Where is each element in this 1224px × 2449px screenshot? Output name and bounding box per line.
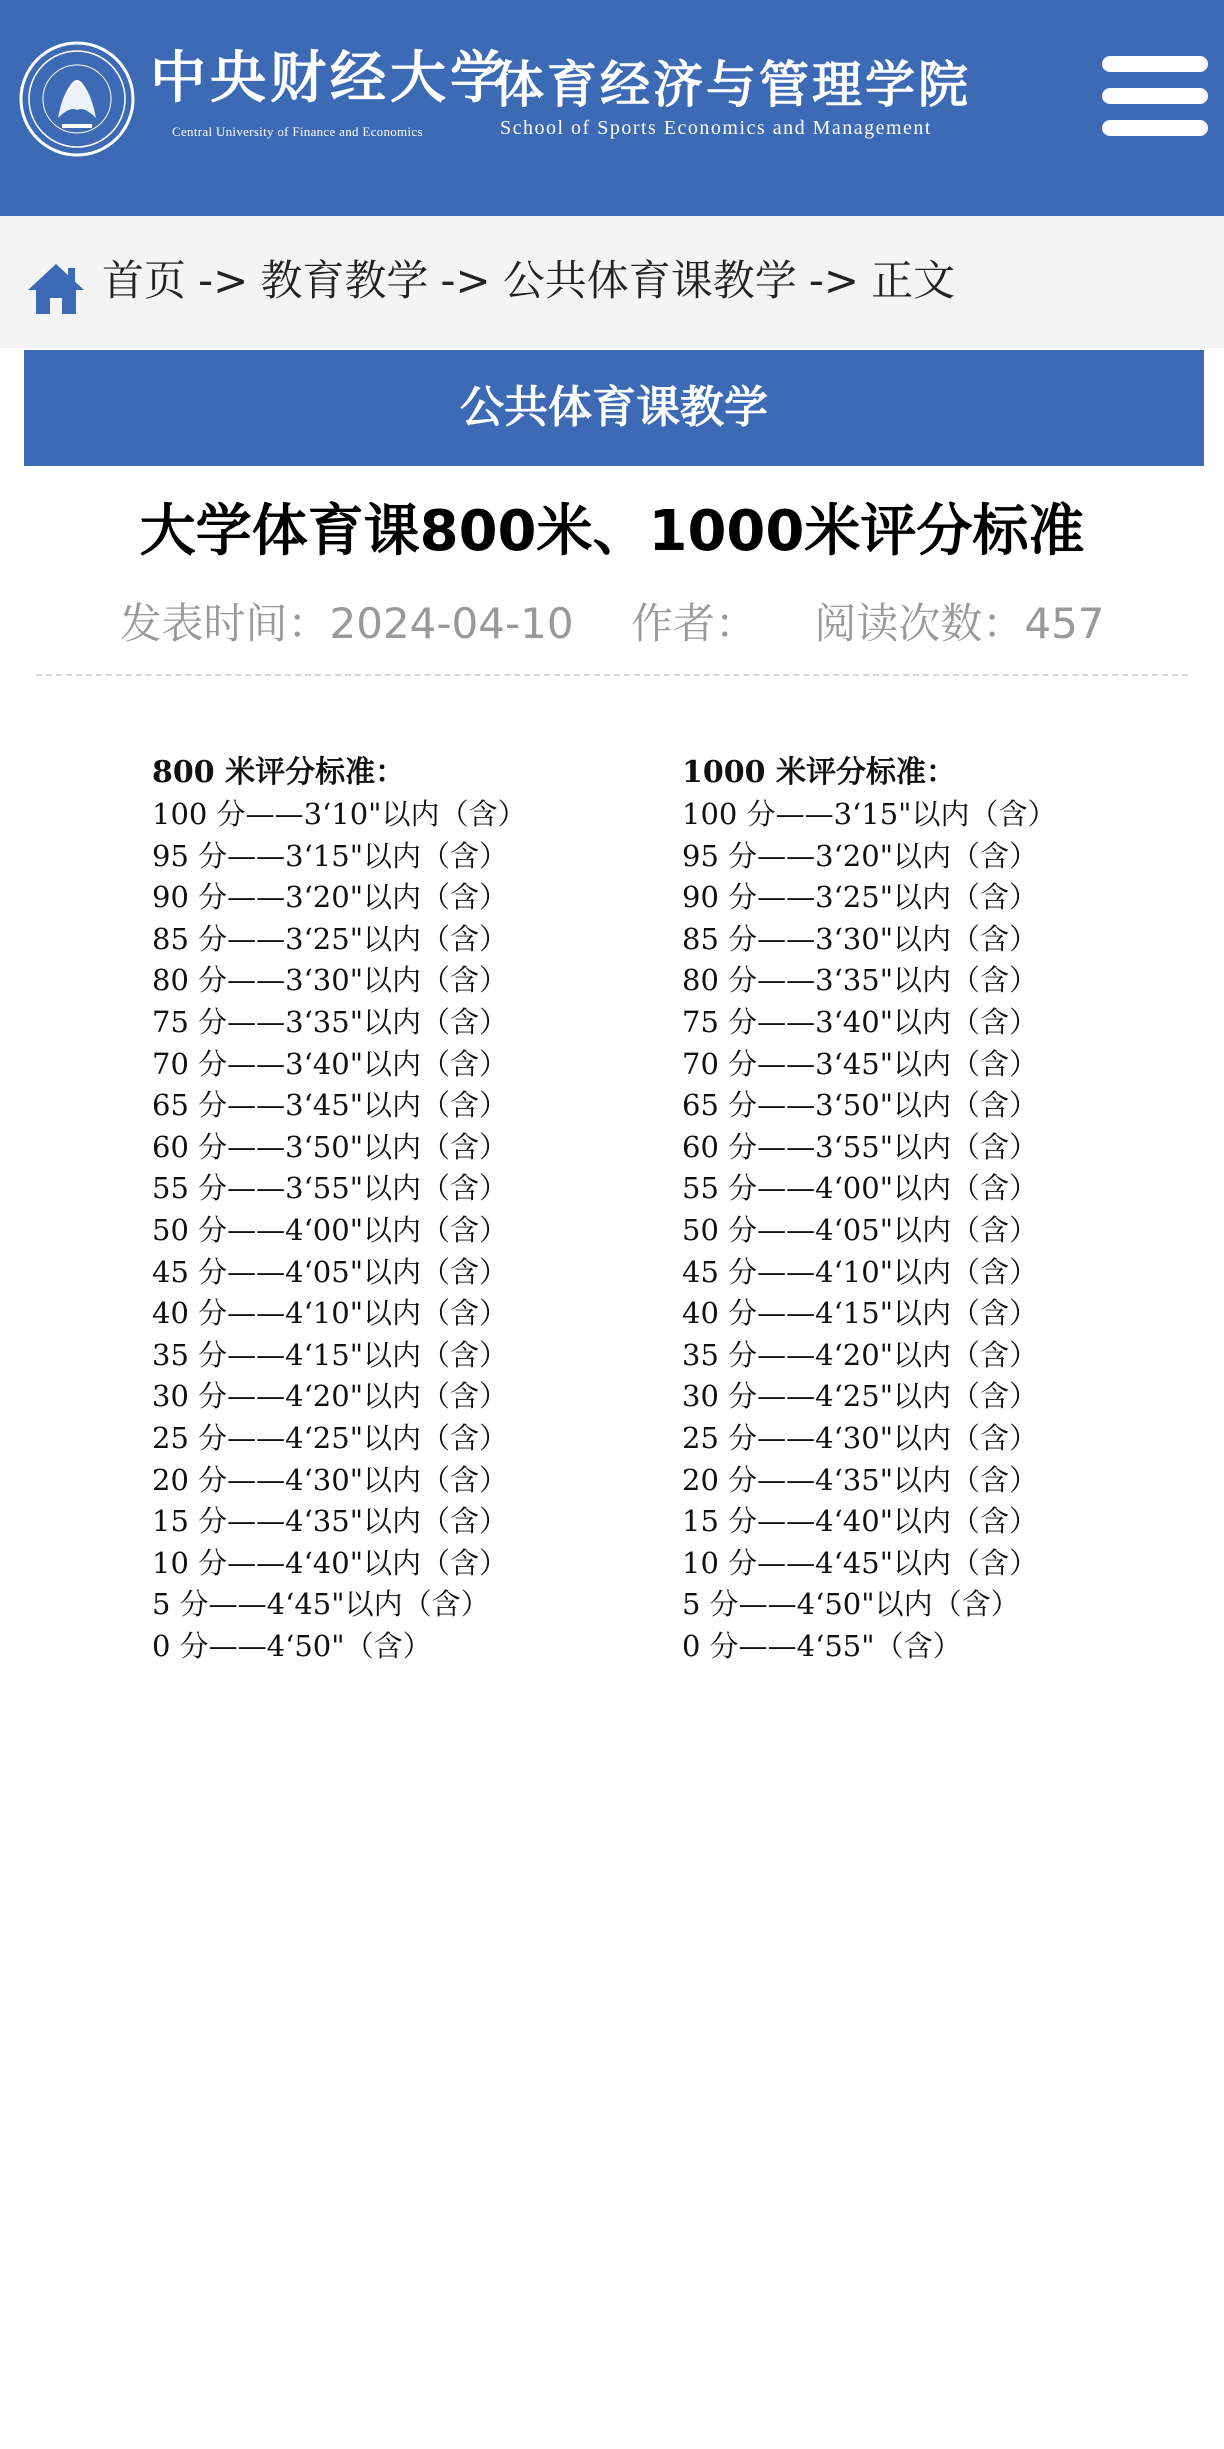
list-item: 45 分——4‘05"以内（含） [152, 1254, 509, 1289]
list-item: 85 分——3‘25"以内（含） [152, 921, 509, 956]
list-item: 75 分——3‘35"以内（含） [152, 1004, 509, 1039]
standard-1000m [682, 752, 1056, 1667]
list-item: 25 分——4‘25"以内（含） [152, 1420, 509, 1455]
section-title: 公共体育课教学 [24, 350, 1204, 466]
standard-800m [152, 752, 526, 1667]
list-item: 70 分——3‘40"以内（含） [152, 1046, 509, 1081]
university-name-cn: 中央财经大学 [150, 45, 510, 111]
list-item: 80 分——3‘30"以内（含） [152, 963, 509, 998]
menu-bar-top [1102, 56, 1208, 72]
author [631, 599, 757, 648]
university-seal-icon[interactable] [18, 40, 136, 158]
list-item: 20 分——4‘35"以内（含） [682, 1462, 1039, 1497]
article-title: 大学体育课800米、1000米评分标准 [139, 499, 1085, 564]
view-count-label: 阅读次数： [814, 599, 1025, 648]
list-item: 0 分——4‘55"（含） [682, 1628, 962, 1663]
menu-bar-bottom [1102, 120, 1208, 136]
list-item: 30 分——4‘20"以内（含） [152, 1379, 509, 1414]
list-item: 20 分——4‘30"以内（含） [152, 1462, 509, 1497]
list-item: 50 分——4‘05"以内（含） [682, 1212, 1039, 1247]
publish-date-label: 发表时间： [119, 599, 330, 648]
list-item: 25 分——4‘30"以内（含） [682, 1420, 1039, 1455]
publish-date [119, 599, 573, 648]
breadcrumb-pe-teaching[interactable]: 公共体育课教学 [502, 256, 797, 305]
hamburger-menu-icon[interactable] [1102, 52, 1208, 140]
list-item: 35 分——4‘20"以内（含） [682, 1337, 1039, 1372]
list-item: 55 分——3‘55"以内（含） [152, 1171, 509, 1206]
list-item: 55 分——4‘00"以内（含） [682, 1171, 1039, 1206]
list-item: 75 分——3‘40"以内（含） [682, 1004, 1039, 1039]
publish-date-value: 2024-04-10 [329, 599, 574, 648]
list-item: 90 分——3‘25"以内（含） [682, 880, 1039, 915]
list-item: 0 分——4‘50"（含） [152, 1628, 432, 1663]
list-item: 50 分——4‘00"以内（含） [152, 1212, 509, 1247]
list-item: 95 分——3‘20"以内（含） [682, 838, 1039, 873]
list-item: 65 分——3‘45"以内（含） [152, 1088, 509, 1123]
list-item: 30 分——4‘25"以内（含） [682, 1379, 1039, 1414]
breadcrumb-current: 正文 [871, 256, 956, 305]
article-meta [0, 592, 1224, 656]
list-item: 85 分——3‘30"以内（含） [682, 921, 1039, 956]
list-item: 10 分——4‘45"以内（含） [682, 1545, 1039, 1580]
standard-1000m-list [682, 794, 1056, 1667]
list-item: 40 分——4‘10"以内（含） [152, 1296, 509, 1331]
list-item: 65 分——3‘50"以内（含） [682, 1088, 1039, 1123]
standard-800m-title: 800 米评分标准： [152, 755, 406, 790]
standard-1000m-title: 1000 米评分标准： [682, 755, 956, 790]
list-item: 10 分——4‘40"以内（含） [152, 1545, 509, 1580]
list-item: 100 分——3‘15"以内（含） [682, 797, 1057, 831]
site-header [0, 0, 1224, 216]
breadcrumb-home[interactable]: 首页 [102, 256, 187, 305]
breadcrumb-education[interactable]: 教育教学 [260, 256, 429, 305]
list-item: 80 分——3‘35"以内（含） [682, 963, 1039, 998]
breadcrumb-separator: -> [198, 256, 249, 305]
breadcrumb-separator: -> [440, 256, 491, 305]
view-count [814, 599, 1104, 648]
list-item: 5 分——4‘50"以内（含） [682, 1587, 1020, 1622]
menu-bar-middle [1102, 88, 1208, 104]
breadcrumb-trail [102, 254, 955, 308]
list-item: 15 分——4‘40"以内（含） [682, 1504, 1039, 1539]
list-item: 15 分——4‘35"以内（含） [152, 1504, 509, 1539]
list-item: 45 分——4‘10"以内（含） [682, 1254, 1039, 1289]
home-icon[interactable] [26, 262, 86, 316]
list-item: 90 分——3‘20"以内（含） [152, 880, 509, 915]
breadcrumb-separator: -> [808, 256, 860, 305]
author-label: 作者： [630, 599, 757, 648]
list-item: 95 分——3‘15"以内（含） [152, 838, 509, 873]
list-item: 5 分——4‘45"以内（含） [152, 1587, 490, 1622]
list-item: 35 分——4‘15"以内（含） [152, 1337, 509, 1372]
list-item: 100 分——3‘10"以内（含） [152, 797, 527, 831]
university-name-en: Central University of Finance and Economics [172, 124, 423, 139]
view-count-value: 457 [1024, 599, 1105, 648]
standard-800m-list [152, 794, 526, 1667]
article-body-standards [0, 740, 1224, 1700]
list-item: 60 分——3‘55"以内（含） [682, 1129, 1039, 1164]
list-item: 70 分——3‘45"以内（含） [682, 1046, 1039, 1081]
meta-divider [36, 674, 1188, 676]
school-name-cn: 体育经济与管理学院 [494, 55, 971, 114]
list-item: 60 分——3‘50"以内（含） [152, 1129, 509, 1164]
school-name-en: School of Sports Economics and Management [500, 117, 932, 139]
list-item: 40 分——4‘15"以内（含） [682, 1296, 1039, 1331]
